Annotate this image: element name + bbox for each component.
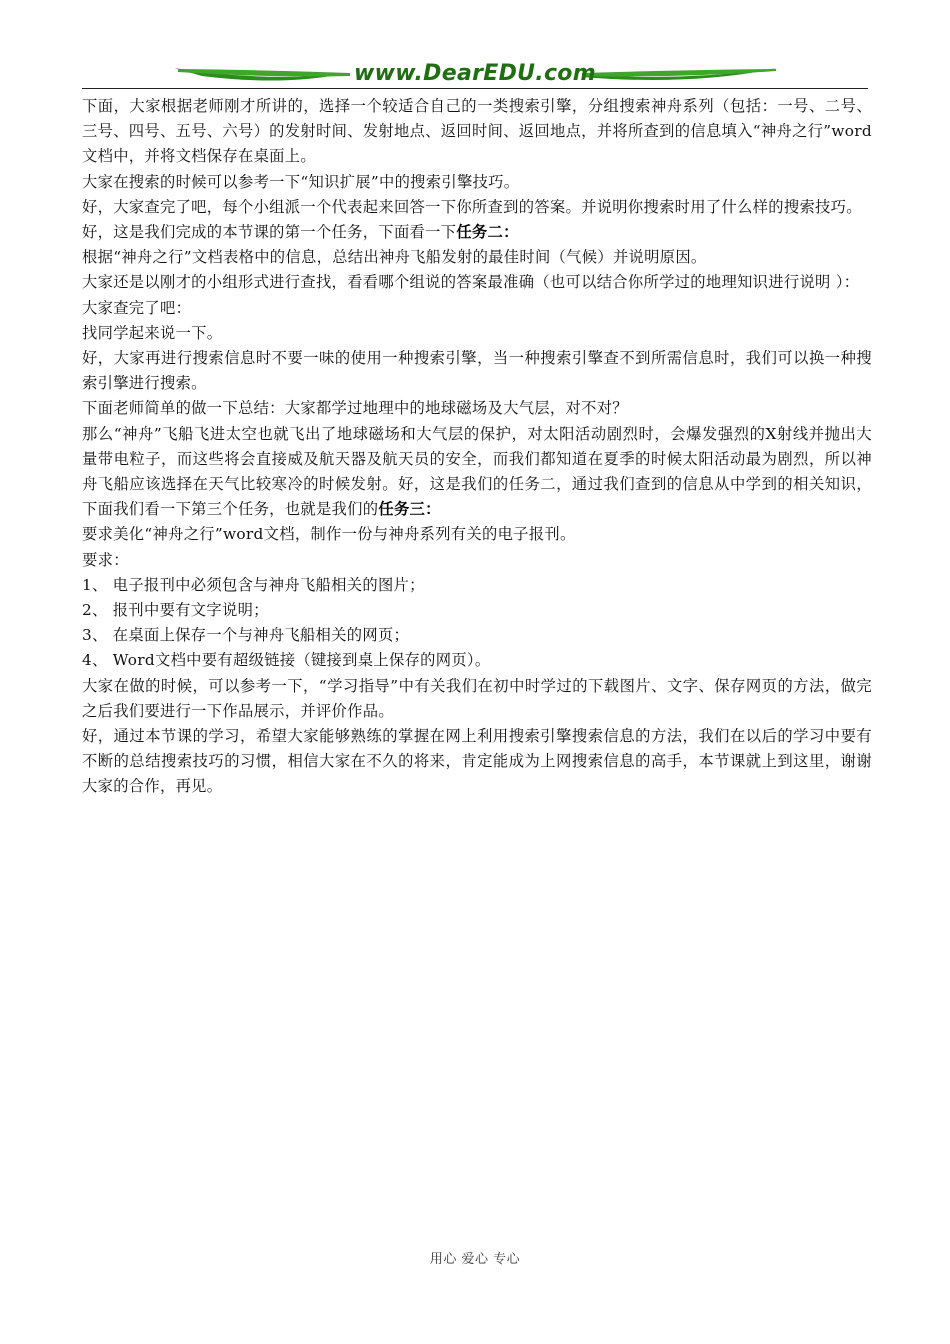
document-body xyxy=(82,94,872,800)
paragraph-6: 大家还是以刚才的小组形式进行查找，看看哪个组说的答案最准确（也可以结合你所学过的地理知识进行说明 ）： xyxy=(82,273,860,292)
paragraph-1: 下面，大家根据老师刚才所讲的，选择一个较适合自己的一类搜索引擎，分组搜索神舟系列（包括：一号、二号、三号、四号、五号、六号）的发射时间、发射地点、返回时间、返回地点，并将所查到的信息填入“神舟之行”word文档中，并将文档保存在桌面上。 xyxy=(82,97,872,166)
paragraph-19: 好，通过本节课的学习，希望大家能够熟练的掌握在网上利用搜索引擎搜索信息的方法，我们在以后的学习中要有不断的总结搜索技巧的习惯，相信大家在不久的将来，肯定能成为上网搜索信息的高手，本节课就上到这里，谢谢大家的合作，再见。 xyxy=(82,727,872,796)
requirements-heading: 要求： xyxy=(82,550,129,569)
paragraph-3: 好，大家查完了吧，每个小组派一个代表起来回答一下你所查到的答案。并说明你搜索时用了什么样的搜索技巧。 xyxy=(82,197,862,216)
page-footer: 用心 爱心 专心 xyxy=(429,1252,521,1267)
header-divider xyxy=(82,88,868,89)
paragraph-5: 根据“神舟之行”文档表格中的信息，总结出神舟飞船发射的最佳时间（气候）并说明原因。 xyxy=(82,248,707,267)
paragraph-2: 大家在搜索的时候可以参考一下“知识扩展”中的搜索引擎技巧。 xyxy=(82,172,520,191)
paragraph-9: 好，大家再进行搜索信息时不要一味的使用一种搜索引擎，当一种搜索引擎查不到所需信息时，我们可以换一种搜索引擎进行搜索。 xyxy=(82,349,872,393)
requirement-item-1: 1、 电子报刊中必须包含与神舟飞船相关的图片； xyxy=(82,575,425,594)
paragraph-10: 下面老师简单的做一下总结：大家都学过地理中的地球磁场及大气层，对不对？ xyxy=(82,399,628,418)
paragraph-11: 那么“神舟”飞船飞进太空也就飞出了地球磁场和大气层的保护，对太阳活动剧烈时，会爆发强烈的X射线并抛出大量带电粒子，而这些将会直接威及航天器及航天员的安全，而我们都知道在夏季的时候太阳活动最为剧烈，所以神舟飞船应该选择在天气比较寒冷的时候发射。好，这是我们的任务二，通过我们查到的信息从中学到的相关知识，下面我们看一下第三个任务，也就是我们的任务三： xyxy=(82,424,872,519)
requirement-item-4: 4、 Word文档中要有超级链接（键接到桌上保存的网页）。 xyxy=(82,651,491,670)
site-logo-text: www.DearEDU.com xyxy=(354,61,596,86)
paragraph-8: 找同学起来说一下。 xyxy=(82,323,223,342)
requirement-item-3: 3、 在桌面上保存一个与神舟飞船相关的网页； xyxy=(82,626,410,645)
requirement-item-2: 2、 报刊中要有文字说明； xyxy=(82,601,269,620)
paragraph-12: 要求美化“神舟之行”word文档，制作一份与神舟系列有关的电子报刊。 xyxy=(82,525,576,544)
paragraph-7: 大家查完了吧： xyxy=(82,298,192,317)
task-two-heading: 任务二： xyxy=(456,223,519,242)
task-three-heading: 任务三： xyxy=(378,500,441,519)
paragraph-18: 大家在做的时候，可以参考一下，“学习指导”中有关我们在初中时学过的下载图片、文字、保存网页的方法，做完之后我们要进行一下作品展示，并评价作品。 xyxy=(82,676,872,720)
paragraph-4: 好，这是我们完成的本节课的第一个任务，下面看一下任务二： xyxy=(82,223,519,242)
site-header xyxy=(82,56,868,90)
